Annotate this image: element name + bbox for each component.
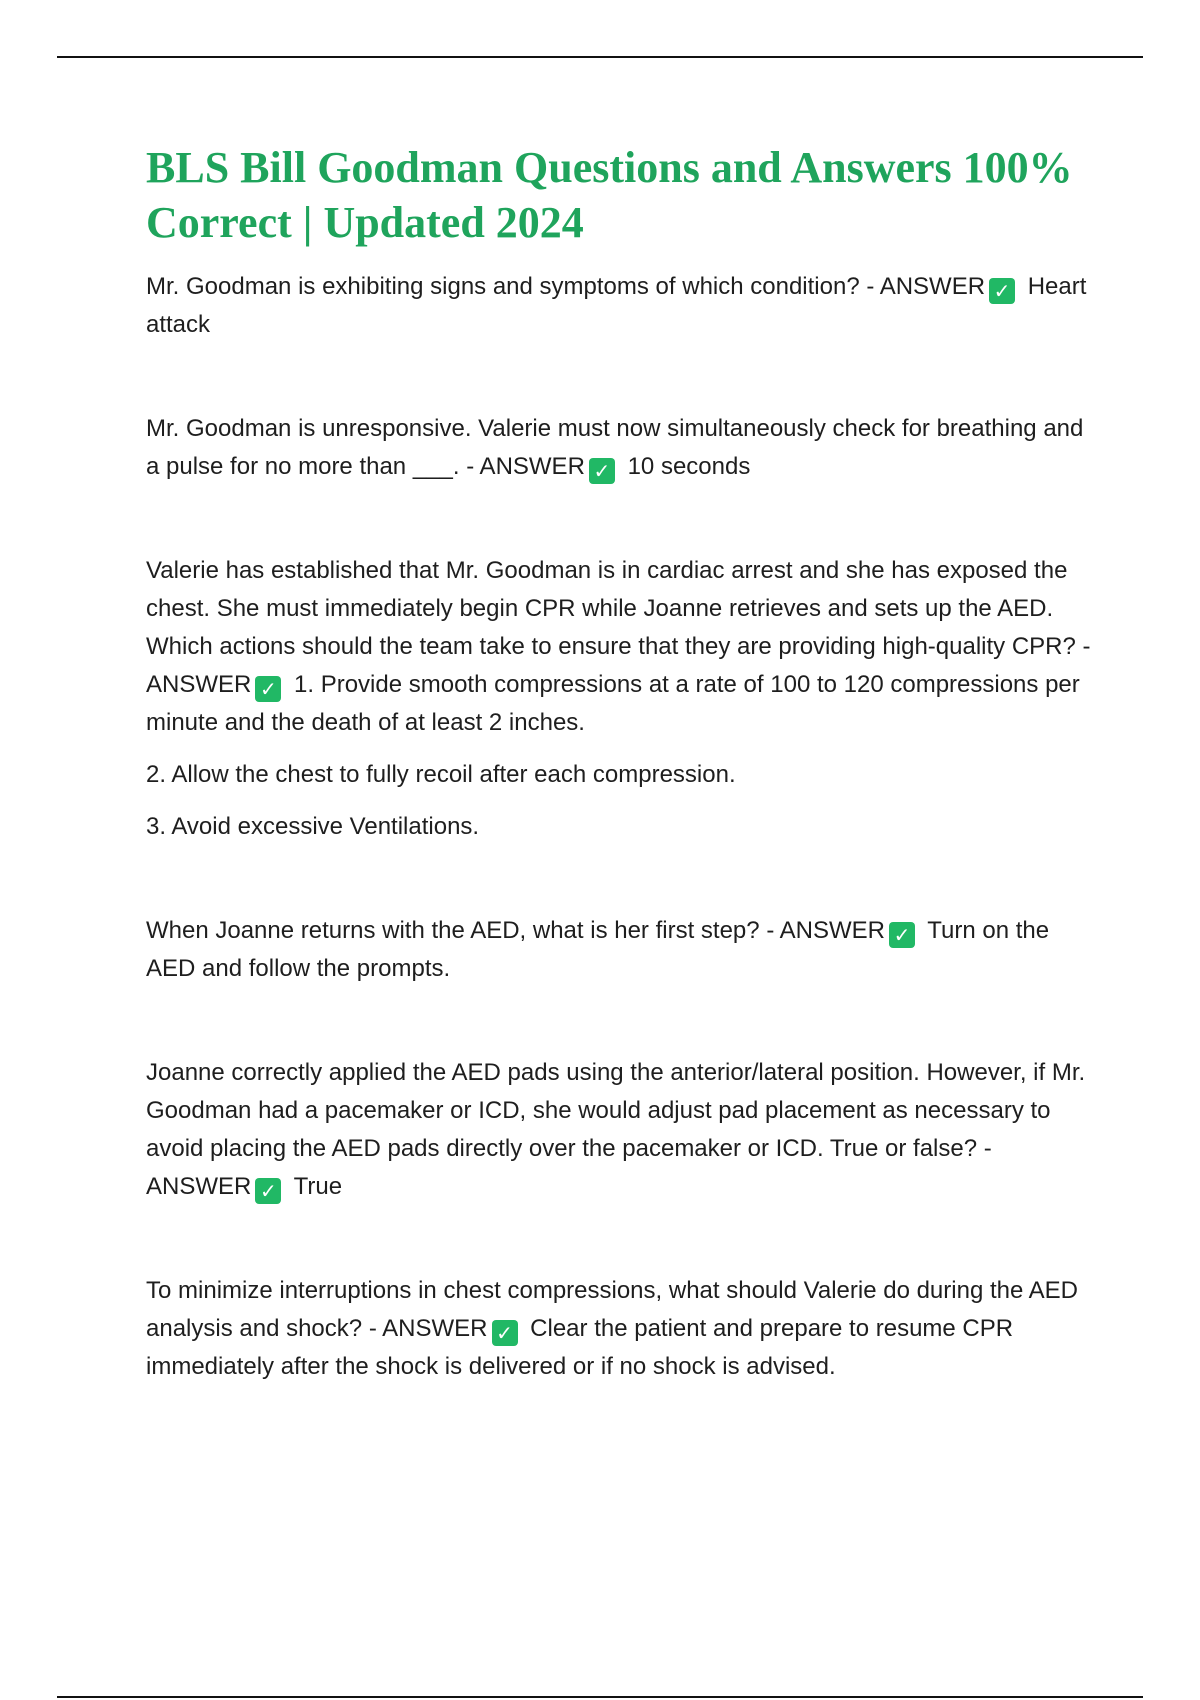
qa-question-line bbox=[146, 268, 1096, 344]
answer-text: Turn on the AED and follow the prompts. bbox=[146, 917, 1050, 982]
qa-question-line bbox=[146, 1054, 1096, 1206]
question-text: Joanne correctly applied the AED pads using the anterior/lateral position. However, if Mr. Goodman had a pacemaker or ICD, she would adjust pad placement as necessary to avoid placing the AED pads directly over the pacemaker or ICD. True or false? bbox=[146, 1059, 1086, 1162]
answer-marker: - ANSWER bbox=[466, 453, 585, 480]
answer-text: Clear the patient and prepare to resume CPR immediately after the shock is delivered or if no shock is advised. bbox=[146, 1315, 1014, 1380]
answer-marker: - ANSWER bbox=[766, 917, 885, 944]
answer-marker: - ANSWER bbox=[368, 1315, 488, 1342]
answer-text: True bbox=[293, 1173, 343, 1200]
qa-list bbox=[146, 268, 1096, 1386]
answer-text: Heart attack bbox=[146, 273, 1087, 338]
question-text: When Joanne returns with the AED, what is her first step? bbox=[146, 917, 760, 944]
qa-item bbox=[146, 410, 1096, 486]
document-body bbox=[146, 140, 1096, 1452]
qa-item bbox=[146, 912, 1096, 988]
qa-question-line bbox=[146, 912, 1096, 988]
check-mark-icon: ✓ bbox=[989, 278, 1015, 304]
check-mark-icon: ✓ bbox=[492, 1320, 518, 1346]
qa-question-line bbox=[146, 552, 1096, 742]
top-rule bbox=[57, 56, 1143, 58]
answer-text: 1. Provide smooth compressions at a rate of 100 to 120 compressions per minute and the death of at least 2 inches. bbox=[146, 671, 1080, 736]
question-text: Valerie has established that Mr. Goodman is in cardiac arrest and she has exposed the chest. She must immediately begin CPR while Joanne retrieves and sets up the AED. Which actions should the team take to ensure that they are providing high-quality CPR? bbox=[146, 557, 1076, 660]
answer-line: 3. Avoid excessive Ventilations. bbox=[146, 813, 480, 840]
qa-question-line bbox=[146, 410, 1096, 486]
answer-marker: - ANSWER bbox=[146, 633, 1091, 698]
question-text: To minimize interruptions in chest compressions, what should Valerie do during the AED analysis and shock? bbox=[146, 1277, 1079, 1342]
answer-marker: - ANSWER bbox=[146, 1135, 992, 1200]
qa-item bbox=[146, 552, 1096, 846]
qa-item bbox=[146, 1272, 1096, 1386]
question-text: Mr. Goodman is exhibiting signs and symptoms of which condition? bbox=[146, 273, 860, 300]
question-text: Mr. Goodman is unresponsive. Valerie must now simultaneously check for breathing and a pulse for no more than ___. bbox=[146, 415, 1084, 480]
qa-question-line bbox=[146, 1272, 1096, 1386]
document-title: BLS Bill Goodman Questions and Answers 100% Correct | Updated 2024 bbox=[146, 143, 1073, 247]
check-mark-icon: ✓ bbox=[589, 458, 615, 484]
check-mark-icon: ✓ bbox=[889, 922, 915, 948]
bottom-rule bbox=[57, 1696, 1143, 1698]
answer-line: 2. Allow the chest to fully recoil after each compression. bbox=[146, 761, 736, 788]
check-mark-icon: ✓ bbox=[255, 676, 281, 702]
answer-text: 10 seconds bbox=[627, 453, 751, 480]
answer-marker: - ANSWER bbox=[866, 273, 986, 300]
check-mark-icon: ✓ bbox=[255, 1178, 281, 1204]
qa-item bbox=[146, 1054, 1096, 1206]
qa-item bbox=[146, 268, 1096, 344]
